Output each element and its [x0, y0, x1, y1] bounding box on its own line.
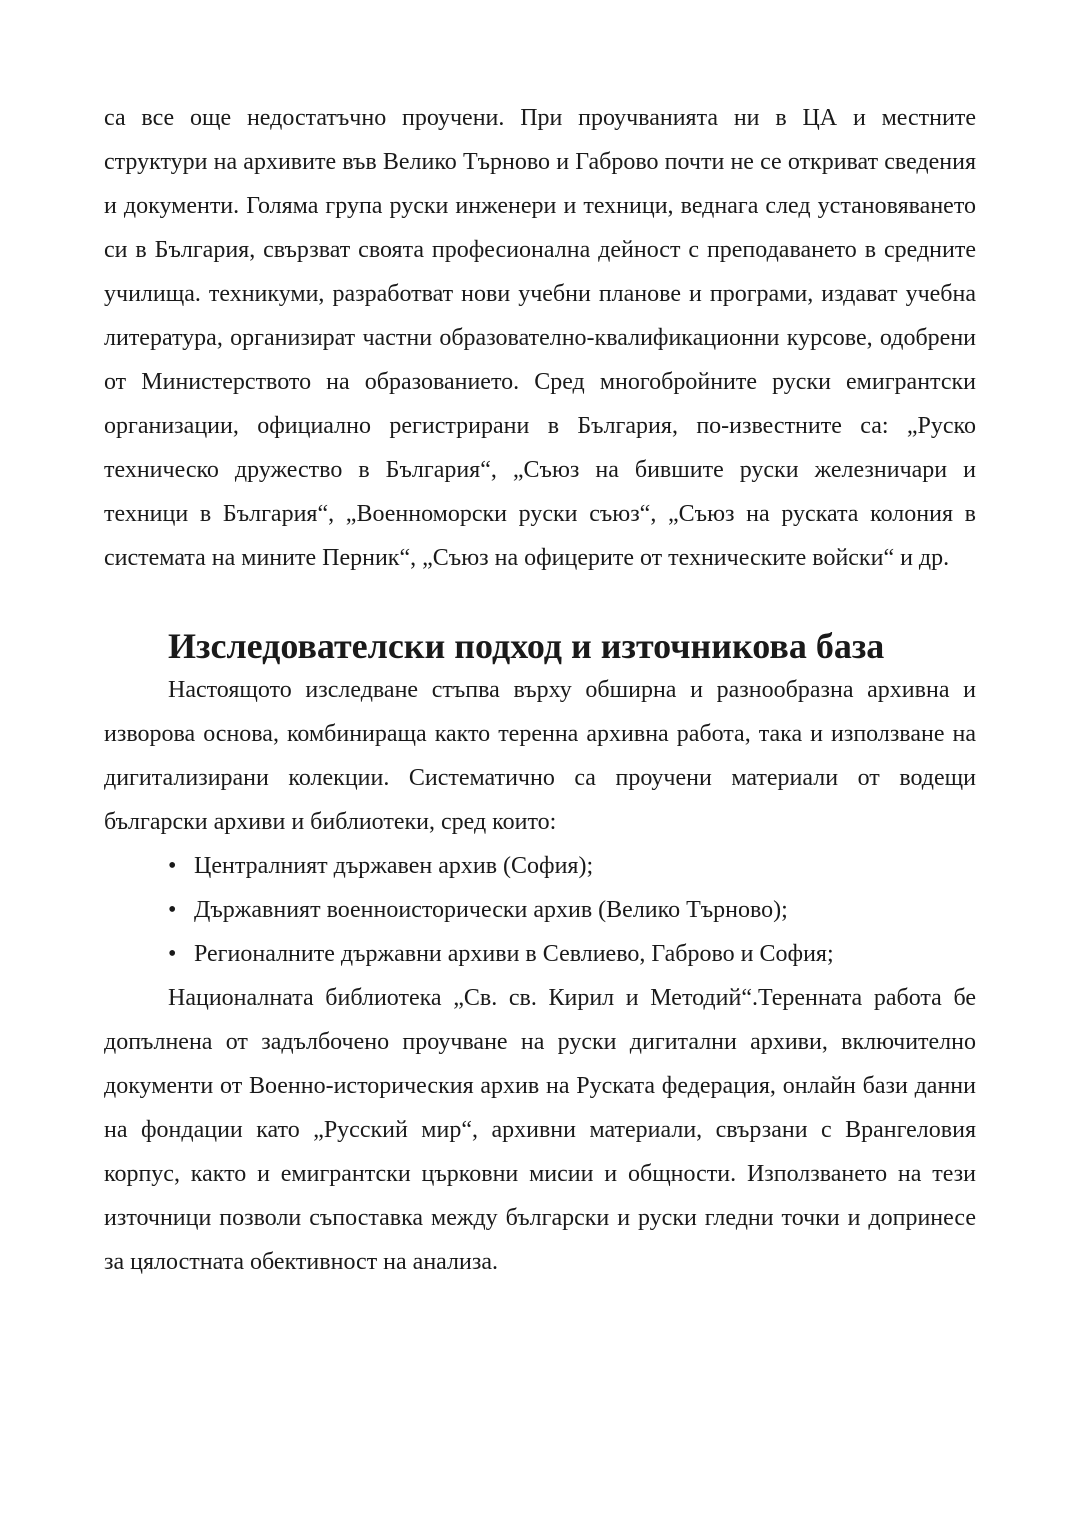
list-item-text: Регионалните държавни архиви в Севлиево, Габрово и София; [194, 941, 834, 967]
document-page [104, 96, 976, 1284]
list-item-text: Централният държавен архив (София); [194, 853, 594, 879]
bullet-icon: • [168, 897, 177, 923]
bullet-icon: • [168, 853, 177, 879]
list-item-text: Държавният военноисторически архив (Велико Търново); [194, 897, 788, 923]
list-item [168, 932, 976, 976]
list-item [168, 844, 976, 888]
section-heading: Изследователски подход и източникова база [168, 626, 885, 666]
body-paragraph-sources-intro: Настоящото изследване стъпва върху обширна и разнообразна архивна и изворова основа, комбинираща както теренна архивна работа, така и използване на дигитализирани колекции. Систематично са проучени материали от водещи български архиви и библиотеки, сред които: [104, 677, 976, 835]
archives-list [104, 844, 976, 976]
list-item [168, 888, 976, 932]
bullet-icon: • [168, 941, 177, 967]
body-paragraph-emigrant-organizations: са все още недостатъчно проучени. При проучванията ни в ЦА и местните структури на архивите във Велико Търново и Габрово почти не се откриват сведения и документи. Голяма група руски инженери и техници, веднага след установяването си в България, свързват своята професионална дейност с преподаването в средните училища. техникуми, разработват нови учебни планове и програми, издават учебна литература, организират частни образователно-квалификационни курсове, одобрени от Министерството на образованието. Сред многобройните руски емигрантски организации, официално регистрирани в България, по-известните са: „Руско техническо дружество в България“, „Съюз на бившите руски железничари и техници в България“, „Военноморски руски съюз“, „Съюз на руската колония в системата на мините Перник“, „Съюз на офицерите от техническите войски“ и др. [104, 105, 976, 571]
body-paragraph-digital-archives: Националната библиотека „Св. св. Кирил и Методий“.Теренната работа бе допълнена от задълбочено проучване на руски дигитални архиви, включително документи от Военно-историческия архив на Руската федерация, онлайн бази данни на фондации като „Русский мир“, архивни материали, свързани с Врангеловия корпус, както и емигрантски църковни мисии и общности. Използването на тези източници позволи съпоставка между български и руски гледни точки и допринесе за цялостната обективност на анализа. [104, 985, 976, 1275]
